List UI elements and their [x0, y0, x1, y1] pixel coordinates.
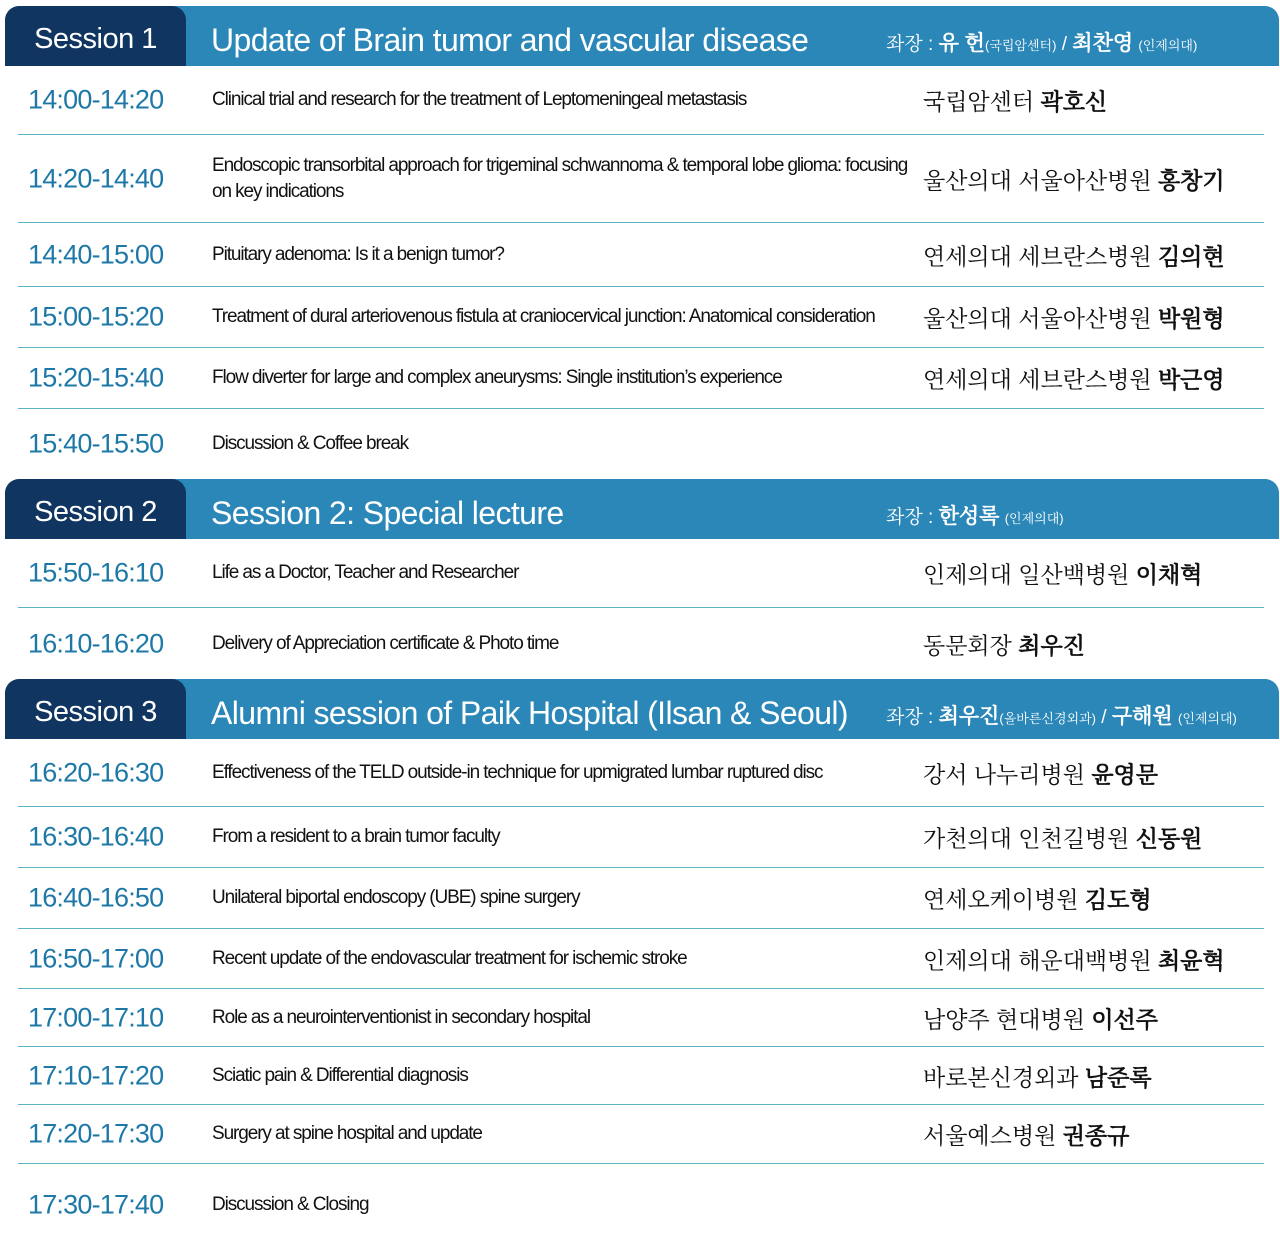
speaker [923, 882, 1152, 915]
session-2 [0, 479, 1280, 679]
speaker [923, 301, 1225, 334]
talk-title: Endoscopic transorbital approach for trigeminal schwannoma & temporal lobe glioma: focusing on key indications [212, 154, 908, 202]
speaker-affiliation: 가천의대 인천길병원 [923, 825, 1130, 852]
time-slot: 17:00-17:10 [28, 1002, 164, 1032]
session-3 [0, 679, 1280, 1245]
time-slot: 15:50-16:10 [28, 557, 164, 588]
chair-name: 구해원 [1111, 705, 1173, 728]
speaker-affiliation: 국립암센터 [923, 88, 1035, 115]
time-slot: 14:40-15:00 [28, 239, 164, 269]
talk-title: Discussion & Coffee break [212, 433, 409, 454]
chair-name: 최찬영 [1072, 32, 1134, 55]
time-slot: 16:50-17:00 [28, 943, 164, 973]
talk-title: Delivery of Appreciation certificate & Photo time [212, 632, 559, 654]
speaker-affiliation: 울산의대 서울아산병원 [923, 167, 1152, 193]
chair-name: 유 헌 [938, 32, 985, 55]
speaker-name: 박원형 [1157, 305, 1225, 332]
schedule-row [18, 807, 1264, 868]
time-slot: 16:10-16:20 [28, 628, 164, 658]
schedule-row [18, 868, 1264, 929]
speaker [923, 756, 1158, 789]
schedule-row [18, 1164, 1264, 1245]
session-header [5, 6, 1279, 66]
time-slot: 15:40-15:50 [28, 428, 164, 459]
chair-prefix: 좌장 : [886, 34, 934, 55]
talk-title: Unilateral biportal endoscopy (UBE) spine surgery [212, 887, 580, 908]
time-slot: 15:00-15:20 [28, 301, 164, 332]
speaker-name: 최우진 [1018, 632, 1085, 658]
chair-affiliation: (인제의대) [1177, 711, 1237, 726]
speaker [923, 557, 1202, 590]
schedule-row [18, 1047, 1264, 1105]
schedule-row [18, 539, 1264, 608]
speaker-affiliation: 동문회장 [923, 632, 1012, 658]
speaker-affiliation: 남양주 현대병원 [923, 1006, 1085, 1032]
session-title: Update of Brain tumor and vascular disease [211, 22, 809, 58]
chair-affiliation: (인제의대) [1138, 38, 1198, 53]
schedule-row [18, 409, 1264, 479]
talk-title: Recent update of the endovascular treatment for ischemic stroke [212, 947, 687, 969]
speaker-affiliation: 울산의대 서울아산병원 [923, 305, 1152, 332]
speaker-affiliation: 인제의대 해운대백병원 [923, 947, 1152, 973]
time-slot: 17:10-17:20 [28, 1060, 164, 1090]
speaker-name: 권종규 [1062, 1122, 1130, 1149]
speaker-affiliation: 바로본신경외과 [923, 1064, 1079, 1090]
schedule-row [18, 989, 1264, 1047]
talk-title: From a resident to a brain tumor faculty [212, 826, 500, 847]
schedule-row [18, 608, 1264, 679]
speaker-name: 신동원 [1135, 825, 1203, 852]
speaker-affiliation: 서울예스병원 [923, 1122, 1057, 1149]
time-slot: 17:20-17:30 [28, 1118, 164, 1149]
speaker [923, 942, 1225, 975]
speaker-name: 곽호신 [1040, 88, 1108, 115]
talk-title: Role as a neurointerventionist in secondary hospital [212, 1006, 590, 1028]
talk-title: Life as a Doctor, Teacher and Researcher [212, 562, 519, 583]
speaker-name: 김의현 [1157, 243, 1225, 269]
chair-prefix: 좌장 : [886, 707, 934, 728]
schedule-row [18, 929, 1264, 989]
time-slot: 16:40-16:50 [28, 882, 164, 913]
chair-affiliation: (올바른신경외과) [999, 711, 1096, 726]
speaker-affiliation: 연세의대 세브란스병원 [923, 243, 1152, 269]
time-slot: 15:20-15:40 [28, 362, 164, 393]
talk-title: Clinical trial and research for the treatment of Leptomeningeal metastasis [212, 89, 747, 110]
speaker-name: 이선주 [1091, 1006, 1158, 1032]
chair-separator: / [1096, 707, 1112, 728]
speaker-affiliation: 연세오케이병원 [923, 886, 1079, 913]
talk-title: Treatment of dural arteriovenous fistula at craniocervical junction: Anatomical consideration [212, 306, 875, 327]
chair-prefix: 좌장 : [886, 507, 934, 528]
session-tab: Session 2 [5, 479, 186, 539]
talk-title: Pituitary adenoma: Is it a benign tumor? [212, 243, 504, 265]
speaker-name: 남준록 [1084, 1064, 1152, 1090]
speaker-name: 최윤혁 [1157, 947, 1225, 973]
schedule-row [18, 348, 1264, 409]
talk-title: Surgery at spine hospital and update [212, 1123, 482, 1144]
speaker-name: 홍창기 [1157, 167, 1225, 193]
time-slot: 16:30-16:40 [28, 821, 164, 852]
talk-title: Effectiveness of the TELD outside-in technique for upmigrated lumbar ruptured disc [212, 761, 823, 783]
session-title: Alumni session of Paik Hospital (Ilsan & Seoul) [211, 695, 848, 731]
time-slot: 14:20-14:40 [28, 163, 164, 193]
speaker-name: 김도형 [1084, 886, 1152, 913]
speaker-affiliation: 인제의대 일산백병원 [923, 561, 1130, 588]
session-tab: Session 3 [5, 679, 186, 739]
time-slot: 17:30-17:40 [28, 1189, 164, 1219]
speaker [923, 84, 1107, 117]
schedule-row [18, 135, 1264, 223]
speaker [923, 1118, 1129, 1151]
speaker-affiliation: 강서 나누리병원 [923, 761, 1085, 787]
schedule-row [18, 1105, 1264, 1164]
speaker [923, 238, 1225, 271]
speaker-name: 이채혁 [1135, 561, 1203, 588]
chair-name: 최우진 [938, 705, 1000, 728]
speaker [923, 362, 1225, 395]
speaker-name: 윤영문 [1091, 761, 1158, 787]
speaker-name: 박근영 [1157, 366, 1225, 393]
session-header [5, 479, 1279, 539]
speaker [923, 1059, 1152, 1092]
talk-title: Discussion & Closing [212, 1193, 369, 1215]
chair-affiliation: (인제의대) [1004, 511, 1064, 526]
time-slot: 16:20-16:30 [28, 757, 164, 787]
talk-title: Sciatic pain & Differential diagnosis [212, 1064, 468, 1086]
schedule-row [18, 66, 1264, 135]
session-header [5, 679, 1279, 739]
schedule-row [18, 223, 1264, 287]
speaker [923, 1001, 1158, 1034]
chair-separator: / [1056, 34, 1073, 55]
speaker [923, 627, 1085, 660]
chair-name: 한성록 [938, 505, 1000, 528]
chair-affiliation: (국립암센터) [984, 38, 1057, 53]
session-title: Session 2: Special lecture [211, 495, 564, 531]
speaker-affiliation: 연세의대 세브란스병원 [923, 366, 1152, 393]
session-tab: Session 1 [5, 6, 186, 66]
talk-title: Flow diverter for large and complex aneurysms: Single institution’s experience [212, 367, 782, 388]
schedule-row [18, 287, 1264, 348]
speaker [923, 821, 1202, 854]
time-slot: 14:00-14:20 [28, 84, 164, 115]
session-1 [0, 6, 1280, 479]
schedule-row [18, 739, 1264, 807]
speaker [923, 162, 1225, 195]
